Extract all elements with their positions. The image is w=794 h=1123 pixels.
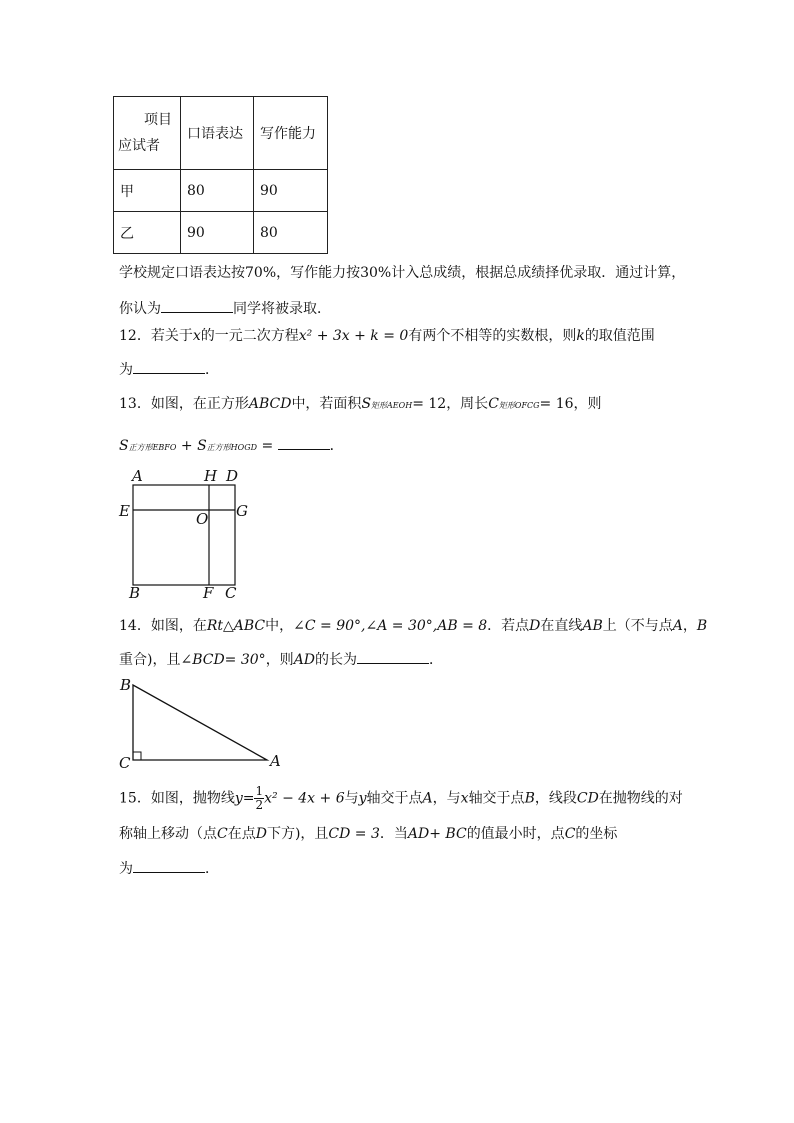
math-var: S: [197, 438, 207, 454]
q14-text: 14．如图，在: [119, 618, 207, 634]
q15-text: 的值最小时，点: [466, 826, 565, 842]
math-var: A: [672, 618, 683, 634]
score-table: [113, 96, 328, 254]
q15-text: 下方)，且: [266, 826, 329, 842]
label-c: C: [225, 584, 237, 602]
math-var: S: [119, 438, 129, 454]
answer-blank: [278, 433, 330, 450]
math-expr: x² − 4x + 6: [264, 790, 345, 807]
q15-text: 的坐标: [575, 826, 618, 842]
math-fraction: [254, 785, 264, 812]
q11-text: 你认为: [119, 301, 161, 317]
math-var: k: [576, 328, 585, 344]
square-figure: [112, 466, 262, 602]
math-expr: CD = 3: [328, 826, 380, 842]
q15-text: 与: [344, 790, 359, 807]
q15-line3: [119, 856, 219, 878]
math-var: A: [422, 790, 433, 807]
q14-text: ．若点: [487, 618, 530, 634]
table-cell-value: 90: [254, 170, 328, 212]
q15-line1: [119, 785, 683, 812]
math-var: B: [524, 790, 535, 807]
math-var: y: [358, 790, 367, 807]
table-cell-value: 80: [181, 170, 254, 212]
math-var: D: [255, 826, 267, 842]
q14-text: ，则: [265, 652, 294, 668]
math-expr: = 16: [539, 396, 574, 412]
q15-text: 称轴上移动（点: [119, 826, 217, 842]
fraction-numerator: 1: [255, 784, 264, 798]
label-b: B: [120, 676, 132, 694]
label-g: G: [236, 502, 248, 520]
math-var: x: [192, 328, 201, 344]
label-d: D: [226, 467, 239, 485]
q15-text: 在点: [227, 826, 256, 842]
math-expr: = 12: [412, 396, 447, 412]
math-expr: Rt△ABC: [206, 618, 266, 634]
right-angle-mark: [133, 752, 141, 760]
math-subscript: 正方形EBFO: [128, 443, 177, 452]
table-row: [114, 212, 328, 254]
math-var: C: [488, 396, 499, 412]
label-c: C: [119, 754, 131, 772]
fraction-denominator: 2: [255, 798, 264, 812]
q15-text: 在抛物线的对: [598, 790, 683, 807]
math-expr: ∠BCD= 30°: [180, 652, 266, 668]
table-header-col2: 写作能力: [254, 97, 328, 170]
q14-line2: [119, 647, 443, 669]
q15-text: 15．如图，抛物线: [119, 790, 235, 807]
q14-text: ，: [682, 618, 697, 634]
math-var: x: [460, 790, 469, 807]
label-a: A: [132, 467, 143, 485]
q15-text: ．: [205, 861, 219, 877]
q14-text: 在直线: [540, 618, 583, 634]
math-var: C: [217, 826, 228, 842]
math-expr: =: [242, 790, 255, 807]
math-var: S: [361, 396, 372, 412]
q13-line1: [119, 393, 602, 413]
table-cell-name: 甲: [114, 170, 181, 212]
table-corner-top: 项目: [144, 112, 172, 128]
q14-text: ．: [429, 652, 444, 668]
q13-text: ，则: [573, 396, 602, 412]
q13-text: 13．如图，在正方形: [119, 396, 249, 412]
square-abcd: [133, 485, 235, 585]
q12-line2: [119, 357, 219, 379]
answer-blank: [133, 357, 205, 374]
math-var: CD: [576, 790, 599, 807]
label-a: A: [270, 752, 281, 770]
table-cell-name: 乙: [114, 212, 181, 254]
triangle-figure: [112, 672, 292, 772]
math-var: B: [696, 618, 708, 634]
q11-text: 同学将被录取．: [233, 301, 331, 317]
q14-text: 的长为: [315, 652, 358, 668]
q15-text: 为: [119, 861, 133, 877]
label-b: B: [129, 584, 141, 602]
q11-line2: [119, 296, 331, 318]
q12-text: 12．若关于: [119, 328, 193, 344]
label-o: O: [196, 510, 209, 528]
q13-text: ．: [329, 438, 344, 454]
q15-text: ．当: [379, 826, 408, 842]
q15-line2: [119, 823, 617, 843]
q14-text: 中，: [265, 618, 294, 634]
q15-text: 轴交于点: [366, 790, 423, 807]
math-var: D: [529, 618, 541, 634]
q15-text: ，与: [432, 790, 461, 807]
math-var: ABCD: [248, 396, 292, 412]
answer-blank: [357, 647, 429, 664]
math-expr: AD+ BC: [407, 826, 467, 842]
math-var: AB: [582, 618, 603, 634]
q12-line1: [119, 325, 655, 345]
table-row: [114, 170, 328, 212]
q14-line1: [119, 615, 707, 635]
q12-text: ．: [205, 362, 219, 378]
table-corner-bottom: 应试者: [118, 138, 160, 154]
q12-text: 的一元二次方程: [200, 328, 299, 344]
math-expr: ∠C = 90°,∠A = 30°,AB = 8: [293, 618, 488, 634]
answer-blank: [133, 856, 205, 873]
table-cell-value: 90: [181, 212, 254, 254]
label-h: H: [204, 467, 218, 485]
label-f: F: [203, 584, 214, 602]
q13-text: ，周长: [446, 396, 489, 412]
math-var: y: [234, 790, 243, 807]
q12-text: 为: [119, 362, 133, 378]
triangle-abc: [133, 685, 267, 760]
table-cell-value: 80: [254, 212, 328, 254]
q12-text: 有两个不相等的实数根，则: [408, 328, 577, 344]
math-var: C: [564, 826, 576, 842]
q14-text: 上（不与点: [602, 618, 673, 634]
q12-equation: x² + 3x + k = 0: [298, 328, 409, 344]
q13-text: 中，若面积: [291, 396, 362, 412]
table-header-col1: 口语表达: [181, 97, 254, 170]
math-subscript: 正方形HOGD: [206, 443, 257, 452]
label-e: E: [119, 502, 130, 520]
q14-text: 重合)，且: [119, 652, 181, 668]
math-subscript: 矩形AEOH: [371, 401, 413, 410]
q11-line1: 学校规定口语表达按70%，写作能力按30%计入总成绩，根据总成绩择优录取．通过计算，: [119, 265, 686, 281]
math-subscript: 矩形OFCG: [498, 401, 540, 410]
q15-text: ，线段: [534, 790, 577, 807]
q13-line2: S正方形EBFO + S正方形HOGD = ．: [119, 433, 344, 455]
q15-text: 轴交于点: [468, 790, 525, 807]
answer-blank: [161, 296, 233, 313]
table-corner-cell: [114, 97, 181, 170]
math-var: AD: [293, 652, 316, 668]
q12-text: 的取值范围: [584, 328, 655, 344]
